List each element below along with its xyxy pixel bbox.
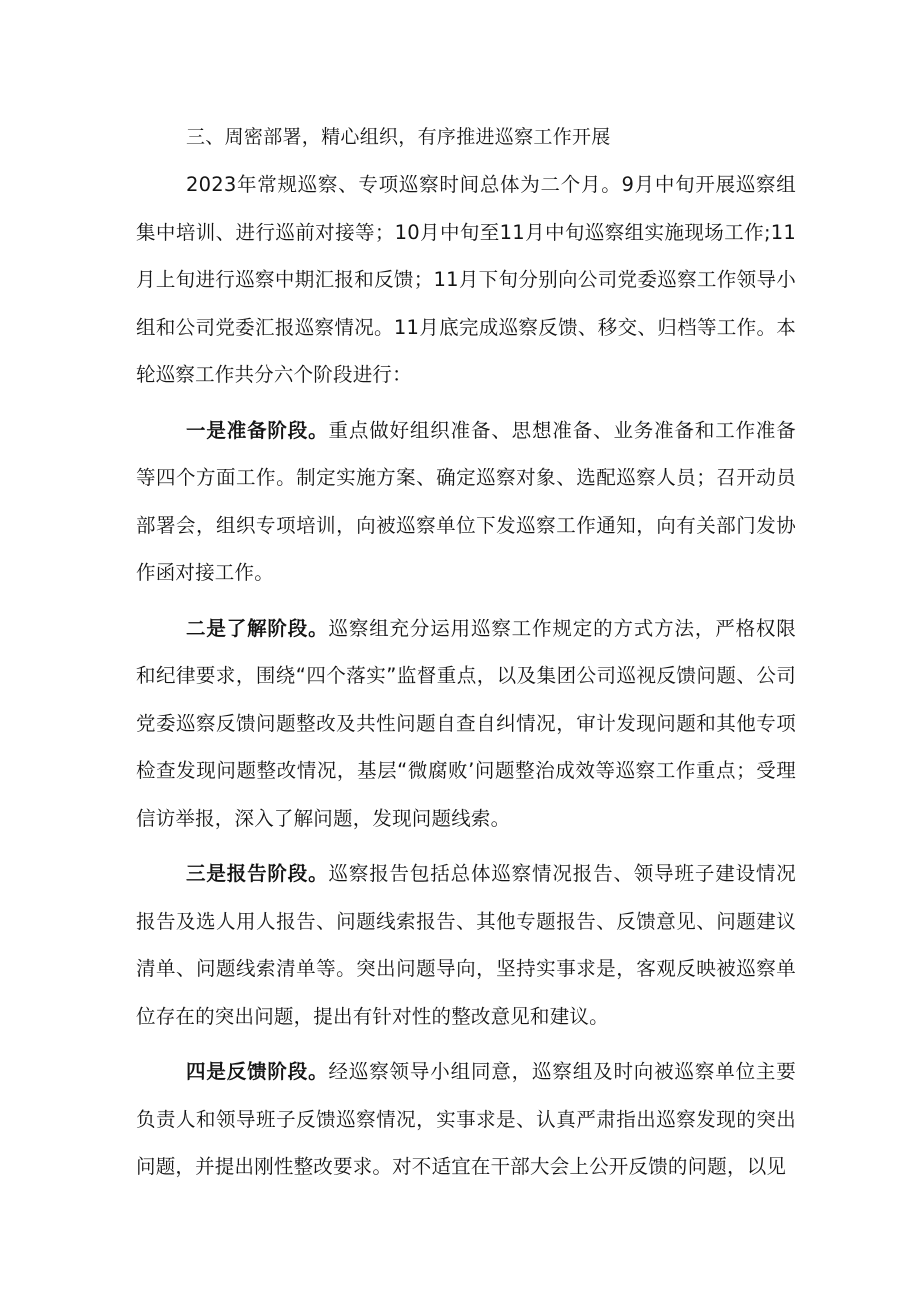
paragraph-stage-understanding xyxy=(136,605,796,843)
paragraph-lead: 四是反馈阶段。 xyxy=(186,1060,329,1083)
paragraph-schedule xyxy=(136,161,796,399)
paragraph-lead: 二是了解阶段。 xyxy=(186,616,329,640)
document-body xyxy=(136,114,796,1191)
paragraph-text: 重点做好组织准备、思想准备、业务准备和工作准备等四个方面工作。制定实施方案、确定巡察对象、选配巡察人员；召开动员部署会，组织专项培训，向被巡察单位下发巡察工作通知，向有关部门发协作函对接工作。 xyxy=(136,418,796,584)
paragraph-text: 巡察报告包括总体巡察情况报告、领导班子建设情况报告及选人用人报告、问题线索报告、其他专题报告、反馈意见、问题建议清单、问题线索清单等。突出问题导向，坚持实事求是，客观反映被巡察单位存在的突出问题，提出有针对性的整改意见和建议。 xyxy=(136,862,796,1028)
paragraph-stage-feedback xyxy=(136,1048,796,1191)
paragraph-text: 巡察组充分运用巡察工作规定的方式方法，严格权限和纪律要求，围绕“四个落实”监督重点，以及集团公司巡视反馈问题、公司党委巡察反馈问题整改及共性问题自查自纠情况，审计发现问题和其他专项检查发现问题整改情况，基层“微腐败’问题整治成效等巡察工作重点；受理信访举报，深入了解问题，发现问题线索。 xyxy=(136,616,796,830)
paragraph-lead: 一是准备阶段。 xyxy=(186,418,329,442)
paragraph-text: 经巡察领导小组同意，巡察组及时向被巡察单位主要负责人和领导班子反馈巡察情况，实事求是、认真严肃指出巡察发现的突出问题，并提出刚性整改要求。对不适宜在干部大会上公开反馈的问题，以见 xyxy=(136,1060,796,1178)
section-heading: 三、周密部署，精心组织，有序推进巡察工作开展 xyxy=(186,126,611,148)
paragraph-lead: 三是报告阶段。 xyxy=(186,862,329,885)
paragraph-stage-report xyxy=(136,850,796,1040)
paragraph-stage-preparation xyxy=(136,407,796,597)
paragraph-text: 2023年常规巡察、专项巡察时间总体为二个月。9月中旬开展巡察组集中培训、进行巡前对接等；10月中旬至11月中旬巡察组实施现场工作;11月上旬进行巡察中期汇报和反馈；11月下旬分别向公司党委巡察工作领导小组和公司党委汇报巡察情况。11月底完成巡察反馈、移交、归档等工作。本轮巡察工作共分六个阶段进行： xyxy=(136,173,796,386)
